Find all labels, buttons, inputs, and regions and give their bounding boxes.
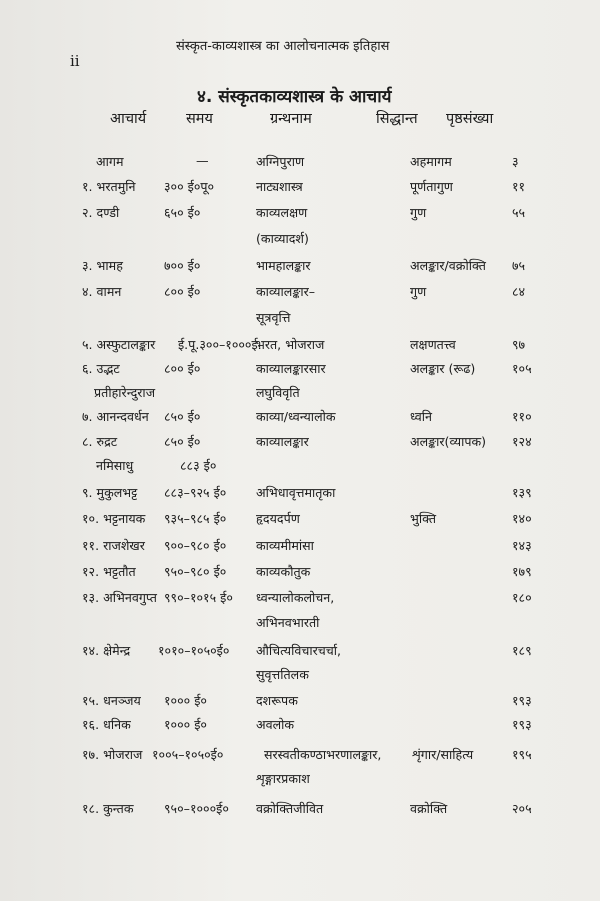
cell-page: ९७	[512, 337, 526, 352]
column-header-prishthsankhya: पृष्ठसंख्या	[446, 111, 494, 127]
cell-granth: (काव्यादर्श)	[256, 231, 309, 246]
table-row	[0, 457, 600, 481]
cell-granth: अग्निपुराण	[256, 154, 305, 169]
cell-granth: काव्यकौतुक	[256, 564, 311, 579]
cell-page: १८९	[512, 643, 532, 658]
cell-granth: शृङ्गारप्रकाश	[256, 771, 310, 786]
cell-acharya: १३. अभिनवगुप्त	[82, 590, 157, 605]
cell-samay: ७०० ई०	[164, 258, 201, 273]
cell-siddhant: शृंगार/साहित्य	[412, 747, 474, 762]
cell-samay: ९५०–१०००ई०	[164, 801, 229, 816]
column-header-acharya: आचार्य	[110, 111, 147, 127]
cell-granth: वक्रोक्तिजीवित	[256, 801, 324, 816]
cell-siddhant: पूर्णतागुण	[410, 179, 453, 194]
column-header-granthnaam: ग्रन्थनाम	[270, 111, 312, 127]
cell-samay: ९५०–९८० ई०	[164, 564, 227, 579]
cell-acharya: २. दण्डी	[82, 205, 120, 220]
cell-granth: काव्यालङ्कारसार	[256, 361, 326, 376]
cell-acharya: १. भरतमुनि	[82, 179, 136, 194]
table-row	[0, 692, 600, 716]
column-header-samay: समय	[186, 111, 213, 127]
cell-siddhant: अहमागम	[410, 154, 452, 169]
cell-samay: ९००–९८० ई०	[164, 538, 227, 553]
cell-samay: ८५० ई०	[164, 409, 201, 424]
cell-siddhant: गुण	[410, 284, 427, 299]
table-row	[0, 770, 600, 794]
table-row	[0, 309, 600, 333]
cell-granth: अभिधावृत्तमातृका	[256, 485, 336, 500]
cell-acharya: १६. धनिक	[82, 717, 131, 732]
cell-granth: भामहालङ्कार	[256, 258, 311, 273]
cell-samay: ८५० ई०	[164, 434, 201, 449]
cell-acharya: प्रतीहारेन्दुराज	[94, 385, 156, 400]
cell-granth: भरत, भोजराज	[256, 337, 325, 352]
cell-granth: हृदयदर्पण	[256, 511, 300, 526]
table-row	[0, 204, 600, 228]
table-row	[0, 283, 600, 307]
cell-page: २०५	[512, 801, 532, 816]
table-row	[0, 360, 600, 384]
cell-granth: लघुविवृति	[256, 385, 300, 400]
table-row	[0, 800, 600, 824]
cell-page: ११०	[512, 409, 532, 424]
table-row	[0, 746, 600, 770]
cell-samay: ९३५–९८५ ई०	[164, 511, 227, 526]
cell-siddhant: लक्षणतत्त्व	[410, 337, 456, 352]
cell-siddhant: वक्रोक्ति	[410, 801, 448, 816]
cell-samay: ८८३–९२५ ई०	[164, 485, 227, 500]
cell-granth: सूत्रवृत्ति	[256, 310, 291, 325]
cell-page: ५५	[512, 205, 526, 220]
cell-granth: काव्यमीमांसा	[256, 538, 314, 553]
cell-samay: १०१०–१०५०ई०	[158, 643, 230, 658]
cell-granth: नाट्यशास्त्र	[256, 179, 303, 194]
table-row	[0, 336, 600, 360]
cell-granth: काव्यलक्षण	[256, 205, 308, 220]
table-row	[0, 433, 600, 457]
table-row	[0, 153, 600, 177]
cell-page: १४३	[512, 538, 532, 553]
cell-page: ३	[512, 154, 519, 169]
cell-page: ८४	[512, 284, 526, 299]
cell-samay: १००५–१०५०ई०	[152, 747, 224, 762]
table-row	[0, 510, 600, 534]
cell-siddhant: ध्वनि	[410, 409, 432, 424]
cell-siddhant: भुक्ति	[410, 511, 437, 526]
table-row	[0, 716, 600, 740]
cell-samay: ८०० ई०	[164, 361, 201, 376]
running-head: संस्कृत-काव्यशास्त्र का आलोचनात्मक इतिहास	[176, 39, 390, 54]
cell-acharya: ४. वामन	[82, 284, 122, 299]
section-title: ४. संस्कृतकाव्यशास्त्र के आचार्य	[197, 87, 392, 107]
cell-page: १९५	[512, 747, 532, 762]
cell-samay: ६५० ई०	[164, 205, 201, 220]
column-header-siddhant: सिद्धान्त	[376, 111, 418, 127]
cell-page: ७५	[512, 258, 526, 273]
cell-acharya: १७. भोजराज	[82, 747, 143, 762]
cell-page: १८०	[512, 590, 532, 605]
cell-siddhant: अलङ्कार (रूढ)	[410, 361, 476, 376]
table-row	[0, 563, 600, 587]
cell-page: १९३	[512, 717, 532, 732]
table-row	[0, 257, 600, 281]
cell-acharya: ३. भामह	[82, 258, 123, 273]
table-row	[0, 614, 600, 638]
cell-siddhant: अलङ्कार(व्यापक)	[410, 434, 487, 449]
cell-page: १०५	[512, 361, 532, 376]
page-number: ii	[70, 52, 80, 70]
cell-granth: काव्या/ध्वन्यालोक	[256, 409, 336, 424]
cell-granth: औचित्यविचारचर्चा,	[256, 643, 342, 658]
cell-acharya: ८. रुद्रट	[82, 434, 118, 449]
table-row	[0, 230, 600, 254]
cell-samay: १००० ई०	[164, 693, 207, 708]
cell-acharya: आगम	[96, 154, 124, 169]
cell-granth: अभिनवभारती	[256, 615, 320, 630]
cell-siddhant: अलङ्कार/वक्रोक्ति	[410, 258, 486, 273]
cell-acharya: नमिसाधु	[96, 458, 134, 473]
cell-page: १९३	[512, 693, 532, 708]
cell-samay: ८०० ई०	[164, 284, 201, 299]
cell-siddhant: गुण	[410, 205, 427, 220]
cell-acharya: १८. कुन्तक	[82, 801, 134, 816]
cell-acharya: १५. धनञ्जय	[82, 693, 141, 708]
cell-granth: अवलोक	[256, 717, 295, 732]
cell-acharya: ५. अस्फुटालङ्कार	[82, 337, 156, 352]
table-row	[0, 589, 600, 613]
cell-acharya: ७. आनन्दवर्धन	[82, 409, 149, 424]
cell-granth: सुवृत्ततिलक	[256, 667, 309, 682]
cell-samay: ९९०–१०१५ ई०	[164, 590, 233, 605]
table-row	[0, 484, 600, 508]
cell-acharya: १०. भट्टनायक	[82, 511, 146, 526]
cell-page: १७९	[512, 564, 532, 579]
cell-acharya: १२. भट्टतौत	[82, 564, 136, 579]
cell-page: १२४	[512, 434, 532, 449]
cell-samay: ८८३ ई०	[180, 458, 217, 473]
cell-granth: दशरूपक	[256, 693, 298, 708]
cell-acharya: ११. राजशेखर	[82, 538, 145, 553]
table-row	[0, 642, 600, 666]
cell-samay: ई.पू.३००–१०००ई.	[178, 337, 262, 352]
cell-acharya: १४. क्षेमेन्द्र	[82, 643, 131, 658]
cell-samay: १००० ई०	[164, 717, 207, 732]
cell-page: १४०	[512, 511, 532, 526]
cell-acharya: ६. उद्भट	[82, 361, 120, 376]
cell-samay: ३०० ई०पू०	[164, 179, 215, 194]
table-row	[0, 384, 600, 408]
cell-samay: —	[196, 153, 209, 168]
table-row	[0, 178, 600, 202]
cell-page: ११	[512, 179, 526, 194]
cell-granth: ध्वन्यालोकलोचन,	[256, 590, 335, 605]
cell-page: १३९	[512, 485, 532, 500]
table-row	[0, 537, 600, 561]
cell-granth: सरस्वतीकण्ठाभरणालङ्कार,	[264, 747, 382, 762]
table-row	[0, 408, 600, 432]
cell-granth: काव्यालङ्कार–	[256, 284, 316, 299]
table-row	[0, 666, 600, 690]
cell-granth: काव्यालङ्कार	[256, 434, 309, 449]
cell-acharya: ९. मुकुलभट्ट	[82, 485, 138, 500]
